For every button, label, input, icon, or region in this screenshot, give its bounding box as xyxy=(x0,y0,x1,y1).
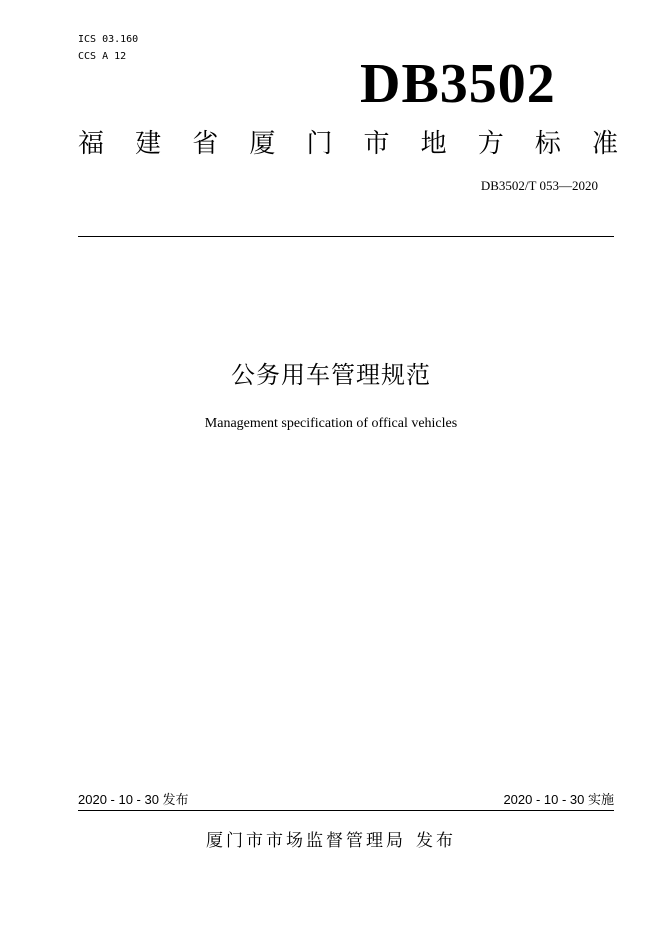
standard-number: DB3502/T 053—2020 xyxy=(480,178,598,193)
issuer-action: 发布 xyxy=(416,831,456,851)
issuer-line xyxy=(0,829,662,853)
standard-category-title xyxy=(78,127,618,161)
header-divider xyxy=(78,236,614,237)
standard-title-char: 省 xyxy=(192,129,219,159)
issue-date: 2020 - 10 - 30 发布 xyxy=(78,792,189,807)
ics-code: ICS 03.160 xyxy=(78,34,139,45)
db-code: DB3502 xyxy=(360,53,556,115)
standard-title-char: 门 xyxy=(306,129,333,159)
standard-title-char: 厦 xyxy=(249,129,276,159)
footer-divider xyxy=(78,810,614,811)
standard-title-char: 福 xyxy=(78,129,105,159)
standard-title-char: 市 xyxy=(363,129,390,159)
ccs-code: CCS A 12 xyxy=(78,51,127,62)
standard-title-char: 标 xyxy=(534,129,561,159)
document-title-chinese: 公务用车管理规范 xyxy=(231,361,431,389)
standard-title-char: 地 xyxy=(420,129,447,159)
standard-title-char: 建 xyxy=(135,129,162,159)
standard-title-char: 准 xyxy=(591,129,618,159)
document-title-english: Management specification of offical vehicles xyxy=(204,416,458,431)
implementation-date: 2020 - 10 - 30 实施 xyxy=(503,792,614,807)
issuer-name: 厦门市市场监督管理局 xyxy=(206,831,406,851)
standard-title-char: 方 xyxy=(477,129,504,159)
